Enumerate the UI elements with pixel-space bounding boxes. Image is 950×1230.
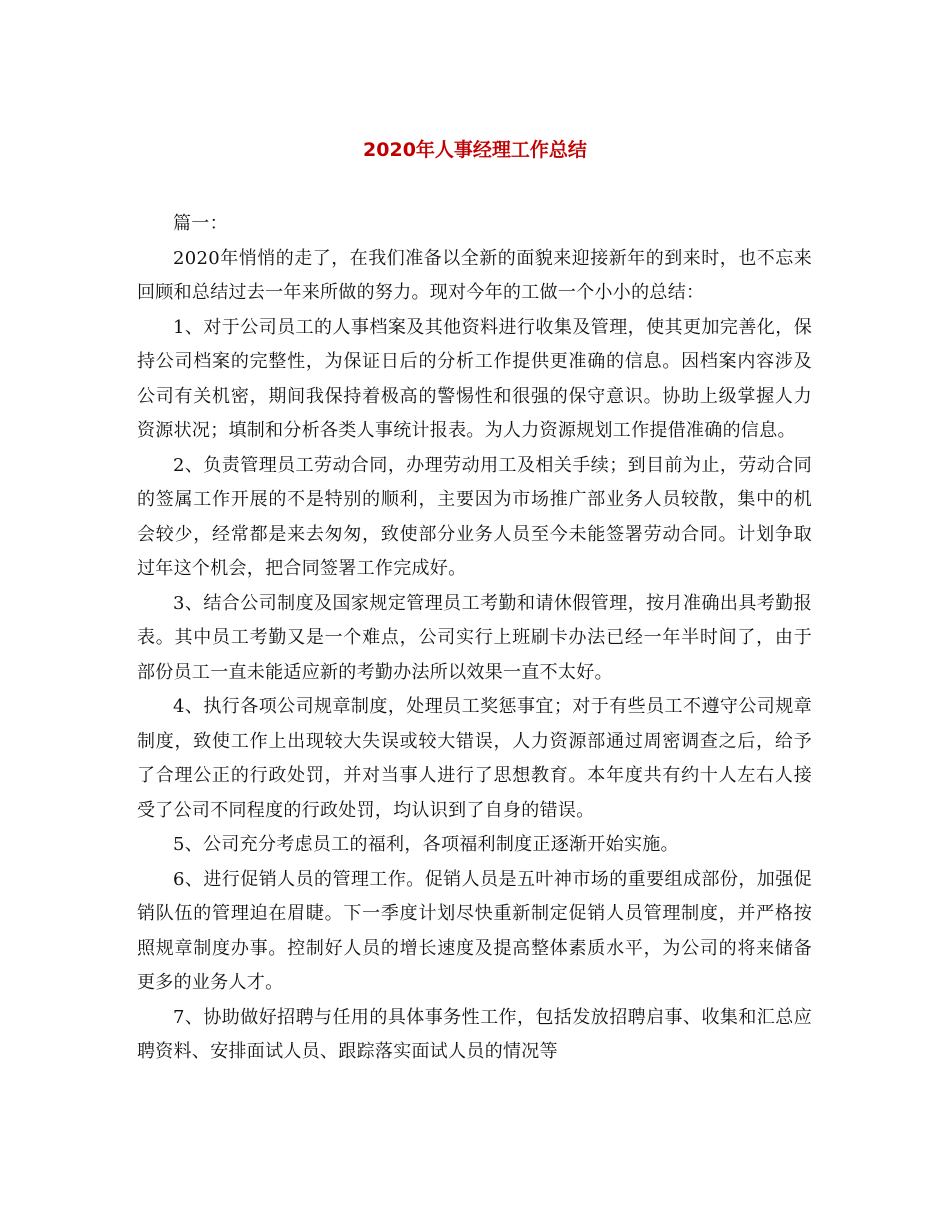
- paragraph-item-7: 7、协助做好招聘与任用的具体事务性工作，包括发放招聘启事、收集和汇总应聘资料、安排面试人员、跟踪落实面试人员的情况等: [137, 1006, 812, 1062]
- paragraph-item-3: 3、结合公司制度及国家规定管理员工考勤和请休假管理，按月准确出具考勤报表。其中员工考勤又是一个难点，公司实行上班刷卡办法已经一年半时间了，由于部份员工一直未能适应新的考勤办法所以效果一直不太好。: [137, 592, 812, 683]
- document-title: 2020年人事经理工作总结: [363, 139, 587, 161]
- paragraph-item-5: 5、公司充分考虑员工的福利，各项福利制度正逐渐开始实施。: [173, 834, 679, 855]
- paragraph-intro: 2020年悄悄的走了，在我们准备以全新的面貌来迎接新年的到来时，也不忘来回顾和总结过去一年来所做的努力。现对今年的工做一个小小的总结：: [137, 247, 812, 303]
- paragraph-item-6: 6、进行促销人员的管理工作。促销人员是五叶神市场的重要组成部份，加强促销队伍的管理迫在眉睫。下一季度计划尽快重新制定促销人员管理制度，并严格按照规章制度办事。控制好人员的增长速度及提高整体素质水平，为公司的将来储备更多的业务人才。: [137, 868, 812, 993]
- paragraph-item-1: 1、对于公司员工的人事档案及其他资料进行收集及管理，使其更加完善化，保持公司档案的完整性，为保证日后的分析工作提供更准确的信息。因档案内容涉及公司有关机密，期间我保持着极高的警惕性和很强的保守意识。协助上级掌握人力资源状况；填制和分析各类人事统计报表。为人力资源规划工作提借准确的信息。: [137, 316, 812, 441]
- paragraph-item-4: 4、执行各项公司规章制度，处理员工奖惩事宜；对于有些员工不遵守公司规章制度，致使工作上出现较大失误或较大错误，人力资源部通过周密调查之后，给予了合理公正的行政处罚，并对当事人进行了思想教育。本年度共有约十人左右人接受了公司不同程度的行政处罚，均认识到了自身的错误。: [137, 696, 812, 821]
- document-body: [137, 207, 812, 1070]
- paragraph-section-label: 篇一：: [173, 213, 228, 234]
- paragraph-item-2: 2、负责管理员工劳动合同，办理劳动用工及相关手续；到目前为止，劳动合同的签属工作开展的不是特别的顺利，主要因为市场推广部业务人员较散，集中的机会较少，经常都是来去匆匆，致使部分业务人员至今未能签署劳动合同。计划争取过年这个机会，把合同签署工作完成好。: [137, 454, 812, 579]
